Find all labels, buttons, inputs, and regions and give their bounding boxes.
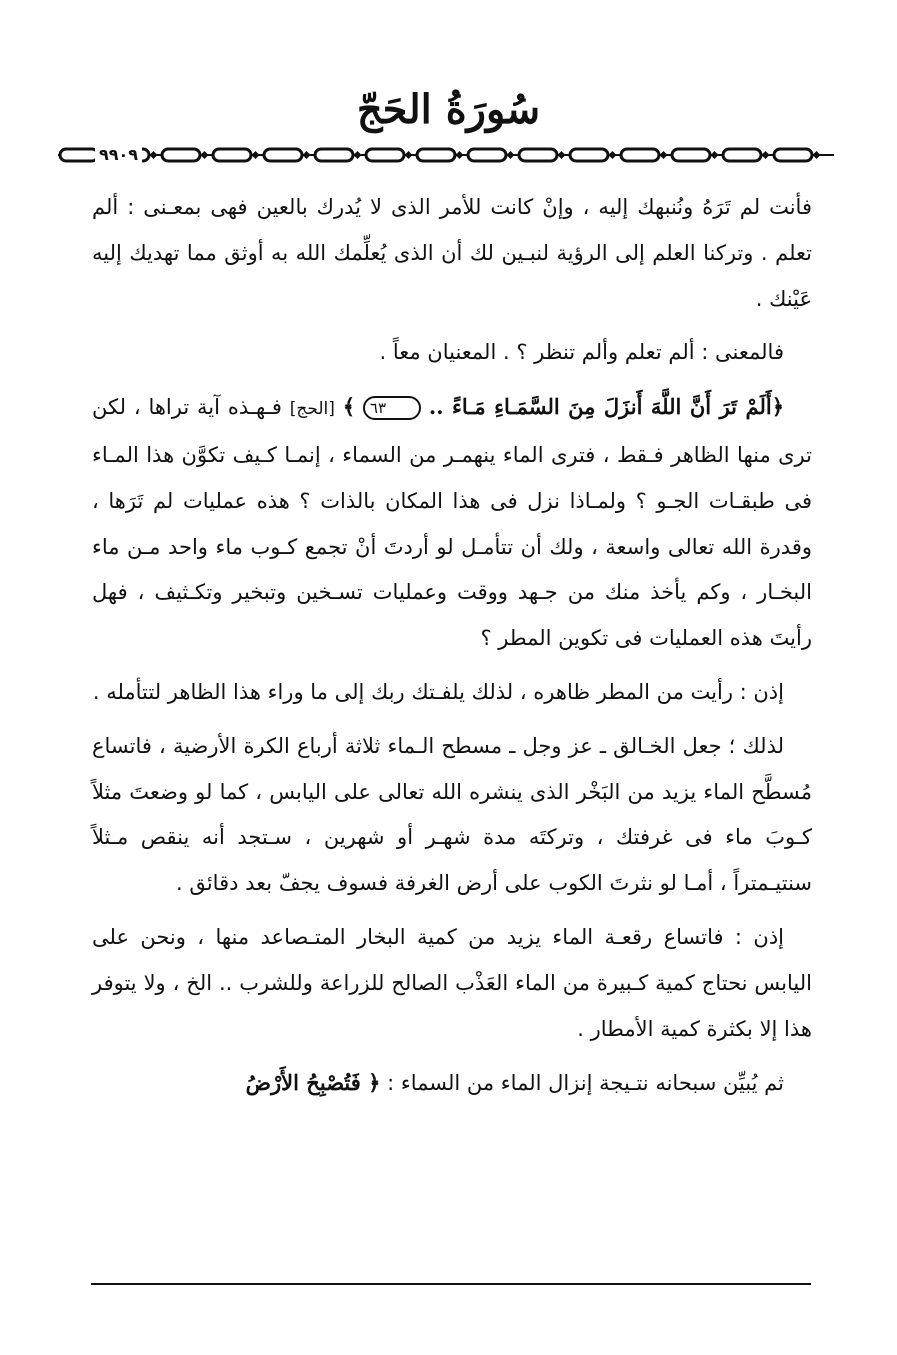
ornamental-border (58, 145, 834, 165)
paragraph-2: فالمعنى : ألم تعلم وألم تنظر ؟ . المعنيان معاً . (379, 340, 784, 365)
paragraph-last (92, 1060, 812, 1107)
verse-open-bracket: ﴿ (771, 394, 785, 420)
ayah-number-badge: ٦٣ (363, 396, 421, 420)
paragraph-4: لذلك ؛ جعل الخـالق ـ عز وجل ـ مسطح الـماء ثلاثة أرباع الكرة الأرضية ، فاتساع مُسطَّح الماء يزيد من البَخْر الذى ينشره الله تعالى على اليابس ، كما لو وضعتَ مثلاً كـوبَ ماء فى غرفتك ، وتركتَه مدة شهـر أو شهرين ، سـتجد أنه ينقص مـثلاً سنتيـمتراً ، أمـا لو نثرتَ الكوب على أرض الغرفة فسوف يجفّ بعد دقائق . (92, 733, 812, 896)
paragraph-5: إذن : فاتساع رقعـة الماء يزيد من كمية البخار المتـصاعد منها ، ونحن على اليابس نحتاج كمية كـبيرة من الماء العَذْب الصالح للزراعة وللشرب .. الخ ، ولا يتوفر هذا إلا بكثرة كمية الأمطار . (92, 924, 812, 1041)
verse-close-bracket: ﴾ (342, 394, 356, 420)
footer-rule (91, 1283, 811, 1285)
surah-reference: [الحج] (289, 399, 335, 420)
paragraph-3: إذن : رأيت من المطر ظاهره ، لذلك يلفـتك ربك إلى ما وراء هذا الظاهر لتتأمله . (92, 679, 784, 704)
verse-paragraph (92, 384, 812, 662)
last-paragraph-text: ثم يُبيِّن سبحانه نتـيجة إنزال الماء من السماء : (387, 1071, 784, 1096)
chain-ornament-icon (58, 145, 834, 165)
paragraph-1: فأنت لم تَرَهُ ونُنبهك إليه ، وإنْ كانت للأمر الذى لا يُدرك بالعين فهى بمعـنى : ألم تعلم . وتركنا العلم إلى الرؤية لنبـين لك أن الذى يُعلِّمك الله به أوثق مما تهديك إليه عَيْنك . (92, 195, 812, 311)
verse-text: أَلَمْ تَرَ أَنَّ اللَّهَ أَنزَلَ مِنَ السَّمَـاءِ مَـاءً .. (428, 394, 772, 420)
surah-title: سُورَةُ الحَجّ (356, 86, 541, 133)
last-verse-start: ﴿ فَتُصْبِحُ الأَرْضُ (245, 1070, 381, 1096)
page-number: ٩٩٠٩ (95, 143, 142, 167)
page-body (92, 185, 812, 1115)
verse-commentary: فـهـذه آية تراها ، لكن ترى منها الظاهر فـقط ، فترى الماء ينهمـر من السماء ، إنمـا كـيف تكوَّن هذا المـاء فى طبقـات الجـو ؟ ولمـاذا نزل فى هذا المكان بالذات ؟ هذه عمليات لم تَرَها ، وقدرة الله تعالى واسعة ، ولك أن تتأمـل لو أردتَ أنْ تجمع كـوب ماء واحد مـن ماء البخـار ، وكم يأخذ منك من جـهد ووقت وعمليات تسـخين وتبخير وتكـثيف ، فهل رأيتَ هذه العمليات فى تكوين المطر ؟ (92, 395, 812, 651)
